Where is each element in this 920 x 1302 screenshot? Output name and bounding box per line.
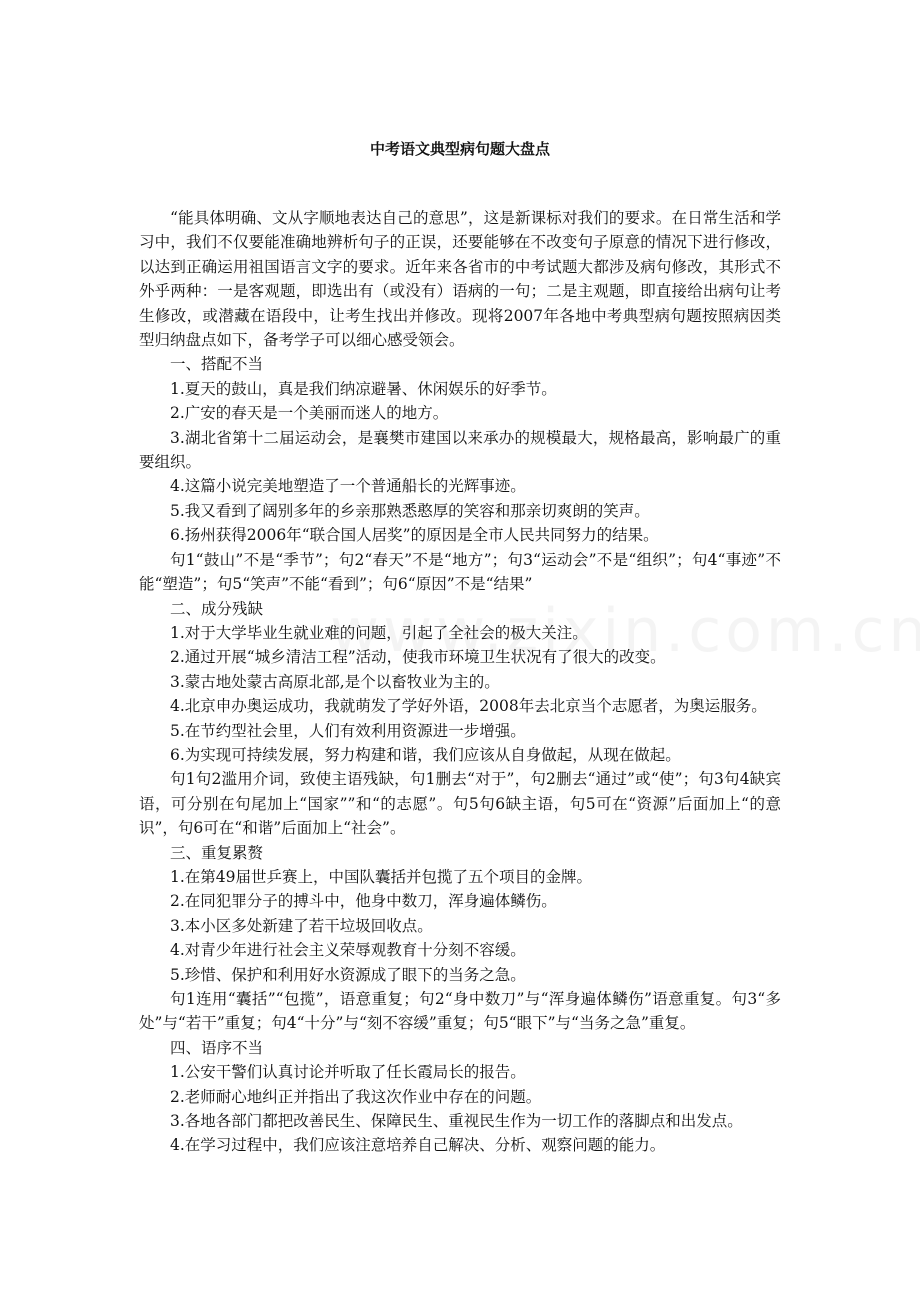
section-heading: 二、成分残缺 xyxy=(170,599,264,618)
analysis-note: 句1连用“囊括”“包揽”，语意重复；句2“身中数刀”与“浑身遍体鳞伤”语意重复。句3“多处”与“若干”重复；句4“十分”与“刻不容缓”重复；句5“眼下”与“当务之急”重复。 xyxy=(139,990,781,1033)
example-sentence: 4.北京申办奥运成功，我就萌发了学好外语，2008年去北京当个志愿者，为奥运服务。 xyxy=(170,697,767,716)
document-title: 中考语文典型病句题大盘点 xyxy=(369,140,550,158)
example-sentence: 2.广安的春天是一个美丽而迷人的地方。 xyxy=(170,404,449,423)
intro-paragraph: “能具体明确、文从字顺地表达自己的意思”，这是新课标对我们的要求。在日常生活和学习中，我们不仅要能准确地辨析句子的正误，还要能够在不改变句子原意的情况下进行修改，以达到正确运用祖国语言文字的要求。近年来各省市的中考试题大都涉及病句修改，其形式不外乎两种：一是客观题，即选出有（或没有）语病的一句；二是主观题，即直接给出病句让考生修改，或潜藏在语段中，让考生找出并修改。现将2007年各地中考典型病句题按照病因类型归纳盘点如下，备考学子可以细心感受领会。 xyxy=(139,209,781,350)
section-heading: 一、搭配不当 xyxy=(170,355,264,374)
example-sentence: 4.这篇小说完美地塑造了一个普通船长的光辉事迹。 xyxy=(170,477,526,496)
example-sentence: 3.各地各部门都把改善民生、保障民生、重视民生作为一切工作的落脚点和出发点。 xyxy=(170,1112,743,1131)
example-sentence: 1.夏天的鼓山，真是我们纳凉避暑、休闲娱乐的好季节。 xyxy=(170,379,557,398)
example-sentence: 3.湖北省第十二届运动会，是襄樊市建国以来承办的规模最大，规格最高，影响最广的重要组织。 xyxy=(139,428,781,472)
example-sentence: 3.本小区多处新建了若干垃圾回收点。 xyxy=(170,916,433,935)
example-sentence: 4.在学习过程中，我们应该注意培养自己解决、分析、观察问题的能力。 xyxy=(170,1136,666,1155)
example-sentence: 1.对于大学毕业生就业难的问题，引起了全社会的极大关注。 xyxy=(170,623,588,642)
example-sentence: 6.为实现可持续发展，努力构建和谐，我们应该从自身做起，从现在做起。 xyxy=(170,745,681,764)
example-sentence: 5.在节约型社会里，人们有效利用资源进一步增强。 xyxy=(170,721,526,740)
example-sentence: 2.通过开展“城乡清洁工程”活动，使我市环境卫生状况有了很大的改变。 xyxy=(170,648,666,667)
example-sentence: 3.蒙古地处蒙古高原北部,是个以畜牧业为主的。 xyxy=(170,672,500,691)
example-sentence: 4.对青少年进行社会主义荣辱观教育十分刻不容缓。 xyxy=(170,941,526,960)
example-sentence: 5.我又看到了阔别多年的乡亲那熟悉憨厚的笑容和那亲切爽朗的笑声。 xyxy=(170,501,650,520)
section-heading: 四、语序不当 xyxy=(170,1038,264,1057)
example-sentence: 1.在第49届世乒赛上，中国队囊括并包揽了五个项目的金牌。 xyxy=(170,867,593,886)
analysis-note: 句1“鼓山”不是“季节”；句2“春天”不是“地方”；句3“运动会”不是“组织”；句4“事迹”不能“塑造”；句5“笑声”不能“看到”；句6“原因”不是“结果” xyxy=(139,550,781,594)
document-body xyxy=(139,206,781,1158)
example-sentence: 6.扬州获得2006年“联合国人居奖”的原因是全市人民共同努力的结果。 xyxy=(170,526,659,545)
section-heading: 三、重复累赘 xyxy=(170,843,264,862)
example-sentence: 1.公安干警们认真讨论并听取了任长霞局长的报告。 xyxy=(170,1063,526,1082)
analysis-note: 句1句2滥用介词，致使主语残缺，句1删去“对于”，句2删去“通过”或“使”；句3句4缺宾语，可分别在句尾加上“国家””和“的志愿”。句5句6缺主语，句5可在“资源”后面加上“的意识”，句6可在“和谐”后面加上“社会”。 xyxy=(139,770,781,838)
example-sentence: 2.老师耐心地纠正并指出了我这次作业中存在的问题。 xyxy=(170,1087,542,1106)
example-sentence: 2.在同犯罪分子的搏斗中，他身中数刀，浑身遍体鳞伤。 xyxy=(170,892,557,911)
example-sentence: 5.珍惜、保护和利用好水资源成了眼下的当务之急。 xyxy=(170,965,526,984)
